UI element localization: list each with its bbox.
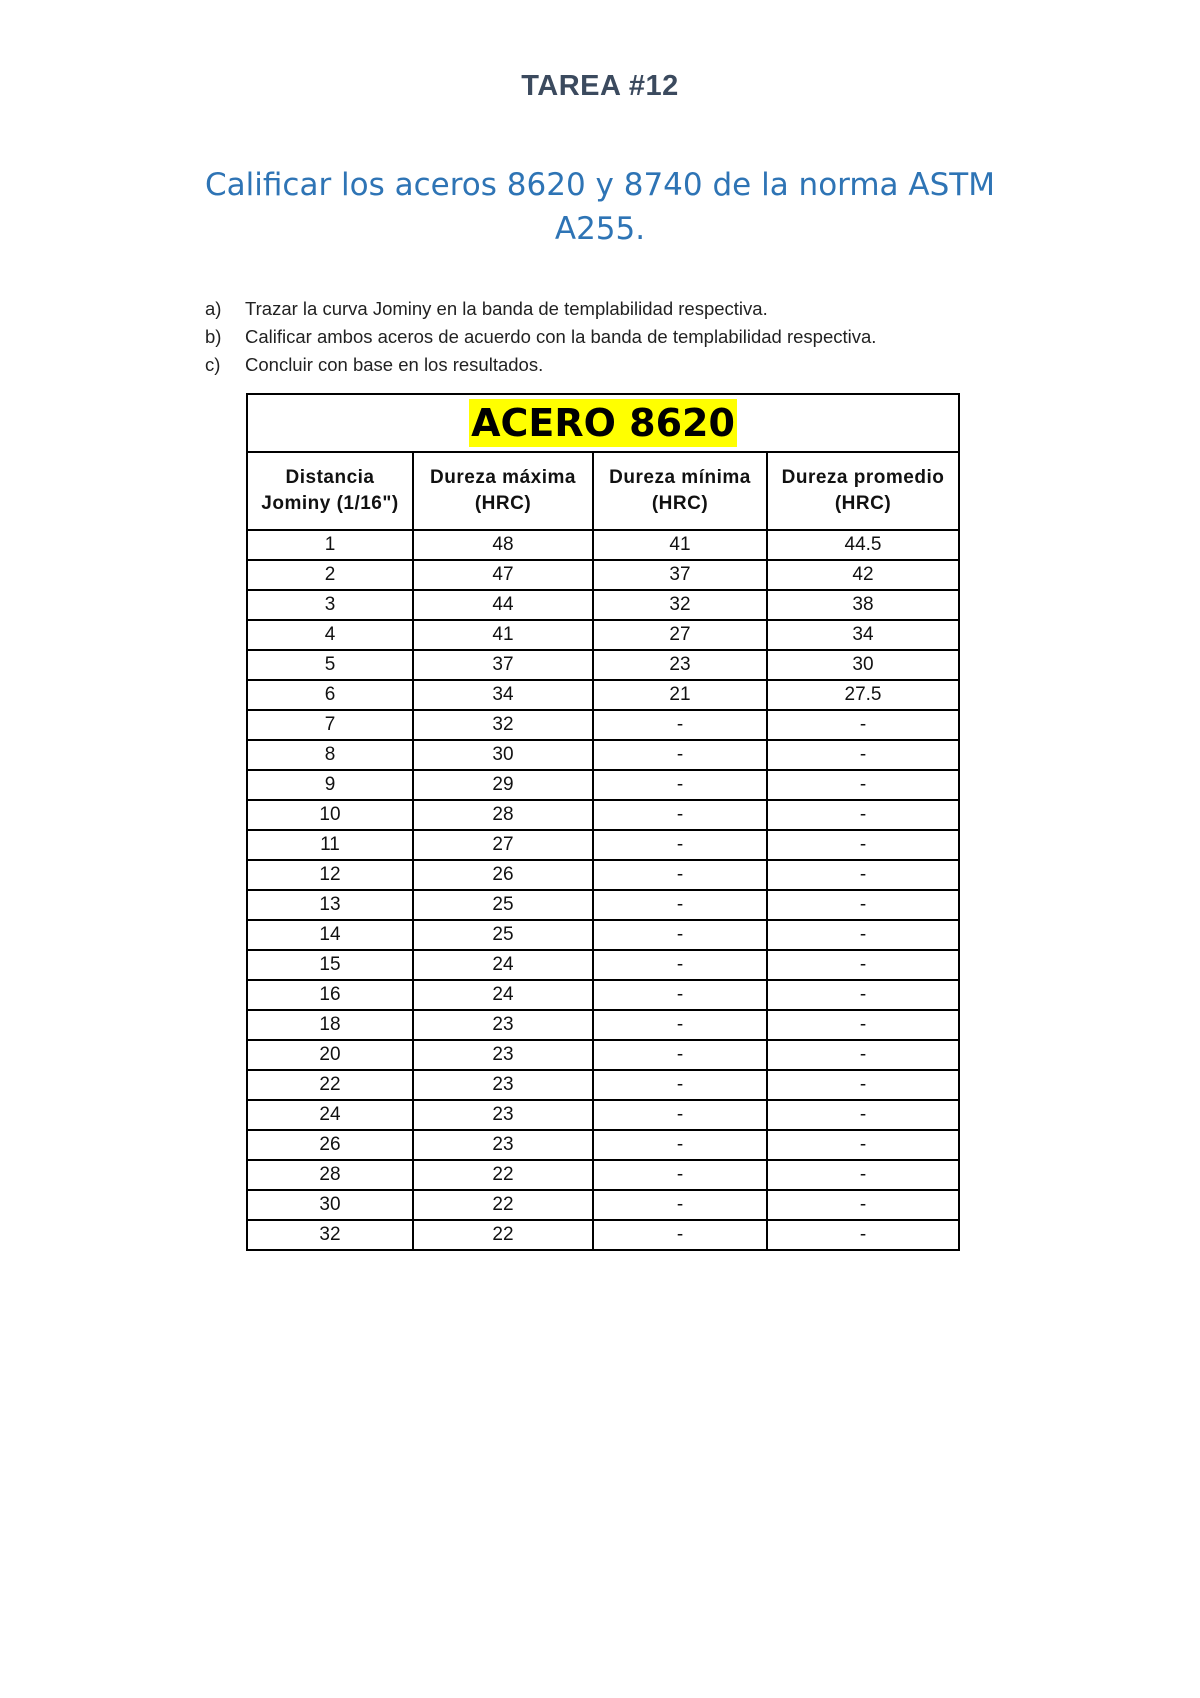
table-row — [247, 680, 959, 710]
cell-dureza-minima: 32 — [593, 590, 767, 620]
cell-dureza-minima: - — [593, 1190, 767, 1220]
cell-distancia: 12 — [247, 860, 413, 890]
task-marker: c) — [205, 354, 221, 375]
cell-dureza-minima: - — [593, 980, 767, 1010]
table-row — [247, 980, 959, 1010]
table-row — [247, 1040, 959, 1070]
cell-dureza-minima: - — [593, 1070, 767, 1100]
cell-dureza-maxima: 23 — [413, 1070, 593, 1100]
table-caption-cell — [247, 394, 959, 452]
cell-dureza-minima: - — [593, 770, 767, 800]
cell-dureza-maxima: 23 — [413, 1130, 593, 1160]
cell-dureza-promedio: - — [767, 740, 959, 770]
cell-distancia: 9 — [247, 770, 413, 800]
cell-dureza-promedio: - — [767, 710, 959, 740]
cell-dureza-minima: - — [593, 1160, 767, 1190]
cell-dureza-minima: - — [593, 800, 767, 830]
cell-dureza-minima: - — [593, 1100, 767, 1130]
cell-dureza-maxima: 48 — [413, 530, 593, 560]
cell-dureza-promedio: - — [767, 890, 959, 920]
table-row — [247, 1070, 959, 1100]
table-body — [247, 530, 959, 1250]
table-row — [247, 710, 959, 740]
table-row — [247, 860, 959, 890]
cell-distancia: 30 — [247, 1190, 413, 1220]
cell-dureza-minima: 21 — [593, 680, 767, 710]
table-row — [247, 590, 959, 620]
cell-dureza-minima: 27 — [593, 620, 767, 650]
cell-dureza-promedio: - — [767, 800, 959, 830]
task-list — [205, 295, 876, 379]
cell-distancia: 3 — [247, 590, 413, 620]
cell-dureza-maxima: 34 — [413, 680, 593, 710]
table-row — [247, 1010, 959, 1040]
cell-dureza-promedio: - — [767, 1100, 959, 1130]
cell-dureza-maxima: 23 — [413, 1040, 593, 1070]
cell-dureza-maxima: 25 — [413, 890, 593, 920]
task-marker: a) — [205, 298, 222, 319]
task-marker: b) — [205, 326, 222, 347]
cell-dureza-promedio: - — [767, 920, 959, 950]
cell-distancia: 1 — [247, 530, 413, 560]
cell-dureza-promedio: - — [767, 860, 959, 890]
cell-distancia: 22 — [247, 1070, 413, 1100]
cell-dureza-maxima: 28 — [413, 800, 593, 830]
cell-distancia: 16 — [247, 980, 413, 1010]
cell-dureza-minima: - — [593, 1040, 767, 1070]
cell-dureza-promedio: - — [767, 1070, 959, 1100]
cell-distancia: 2 — [247, 560, 413, 590]
cell-dureza-promedio: 30 — [767, 650, 959, 680]
cell-dureza-minima: - — [593, 920, 767, 950]
cell-dureza-maxima: 29 — [413, 770, 593, 800]
cell-dureza-promedio: 34 — [767, 620, 959, 650]
table-header-row — [247, 452, 959, 530]
cell-dureza-maxima: 23 — [413, 1100, 593, 1130]
table-row — [247, 650, 959, 680]
cell-dureza-minima: - — [593, 740, 767, 770]
header-dureza-maxima: Dureza máxima (HRC) — [413, 452, 593, 530]
task-item — [205, 323, 876, 351]
cell-dureza-minima: 37 — [593, 560, 767, 590]
cell-dureza-maxima: 22 — [413, 1190, 593, 1220]
cell-distancia: 11 — [247, 830, 413, 860]
cell-dureza-promedio: - — [767, 1160, 959, 1190]
cell-dureza-promedio: - — [767, 1190, 959, 1220]
cell-dureza-maxima: 47 — [413, 560, 593, 590]
cell-distancia: 13 — [247, 890, 413, 920]
cell-distancia: 7 — [247, 710, 413, 740]
table-row — [247, 770, 959, 800]
cell-dureza-promedio: 38 — [767, 590, 959, 620]
cell-dureza-minima: 41 — [593, 530, 767, 560]
table-row — [247, 1130, 959, 1160]
cell-dureza-minima: - — [593, 950, 767, 980]
cell-dureza-minima: 23 — [593, 650, 767, 680]
task-item — [205, 295, 876, 323]
cell-distancia: 32 — [247, 1220, 413, 1250]
cell-dureza-maxima: 30 — [413, 740, 593, 770]
cell-distancia: 26 — [247, 1130, 413, 1160]
cell-dureza-maxima: 44 — [413, 590, 593, 620]
table-row — [247, 920, 959, 950]
cell-dureza-maxima: 27 — [413, 830, 593, 860]
cell-distancia: 15 — [247, 950, 413, 980]
cell-dureza-minima: - — [593, 1010, 767, 1040]
table-row — [247, 800, 959, 830]
cell-dureza-minima: - — [593, 890, 767, 920]
table-row — [247, 890, 959, 920]
cell-distancia: 10 — [247, 800, 413, 830]
cell-dureza-minima: - — [593, 860, 767, 890]
cell-dureza-maxima: 41 — [413, 620, 593, 650]
cell-dureza-maxima: 22 — [413, 1160, 593, 1190]
cell-distancia: 20 — [247, 1040, 413, 1070]
cell-dureza-maxima: 25 — [413, 920, 593, 950]
table-row — [247, 560, 959, 590]
cell-distancia: 8 — [247, 740, 413, 770]
table-row — [247, 1220, 959, 1250]
cell-dureza-promedio: - — [767, 1130, 959, 1160]
task-text: Calificar ambos aceros de acuerdo con la banda de templabilidad respectiva. — [245, 326, 877, 347]
cell-dureza-minima: - — [593, 1130, 767, 1160]
table-row — [247, 1190, 959, 1220]
table-caption: ACERO 8620 — [471, 401, 735, 445]
cell-dureza-promedio: 42 — [767, 560, 959, 590]
cell-dureza-maxima: 24 — [413, 980, 593, 1010]
header-dureza-minima: Dureza mínima (HRC) — [593, 452, 767, 530]
cell-dureza-maxima: 22 — [413, 1220, 593, 1250]
task-text: Trazar la curva Jominy en la banda de templabilidad respectiva. — [245, 298, 768, 319]
cell-dureza-minima: - — [593, 830, 767, 860]
header-dureza-promedio: Dureza promedio (HRC) — [767, 452, 959, 530]
table-row — [247, 620, 959, 650]
cell-dureza-promedio: - — [767, 830, 959, 860]
hardness-table-container — [246, 393, 960, 1251]
cell-dureza-promedio: 27.5 — [767, 680, 959, 710]
cell-dureza-maxima: 23 — [413, 1010, 593, 1040]
cell-dureza-minima: - — [593, 710, 767, 740]
cell-dureza-promedio: - — [767, 950, 959, 980]
table-row — [247, 1100, 959, 1130]
cell-dureza-promedio: - — [767, 770, 959, 800]
header-distancia-jominy: Distancia Jominy (1/16") — [247, 452, 413, 530]
document-title: TAREA #12 — [521, 70, 679, 102]
cell-dureza-promedio: - — [767, 1040, 959, 1070]
table-row — [247, 1160, 959, 1190]
cell-dureza-minima: - — [593, 1220, 767, 1250]
hardness-table — [246, 393, 960, 1251]
cell-dureza-promedio: 44.5 — [767, 530, 959, 560]
cell-dureza-maxima: 37 — [413, 650, 593, 680]
document-subtitle: Calificar los aceros 8620 y 8740 de la norma ASTM A255. — [205, 167, 995, 247]
cell-dureza-maxima: 24 — [413, 950, 593, 980]
cell-distancia: 5 — [247, 650, 413, 680]
task-item — [205, 351, 876, 379]
table-row — [247, 740, 959, 770]
cell-dureza-promedio: - — [767, 1010, 959, 1040]
cell-distancia: 24 — [247, 1100, 413, 1130]
cell-dureza-maxima: 26 — [413, 860, 593, 890]
cell-distancia: 4 — [247, 620, 413, 650]
cell-dureza-promedio: - — [767, 1220, 959, 1250]
cell-dureza-promedio: - — [767, 980, 959, 1010]
cell-distancia: 28 — [247, 1160, 413, 1190]
cell-dureza-maxima: 32 — [413, 710, 593, 740]
table-row — [247, 830, 959, 860]
cell-distancia: 14 — [247, 920, 413, 950]
cell-distancia: 6 — [247, 680, 413, 710]
table-row — [247, 950, 959, 980]
task-text: Concluir con base en los resultados. — [245, 354, 544, 375]
table-row — [247, 530, 959, 560]
cell-distancia: 18 — [247, 1010, 413, 1040]
